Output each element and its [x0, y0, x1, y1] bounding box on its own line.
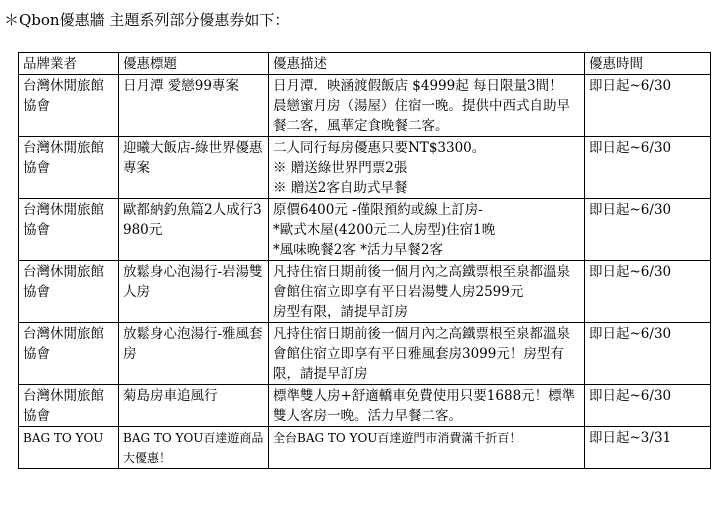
cell-title: 日月潭 愛戀99專案 — [119, 75, 269, 137]
table-row — [19, 261, 711, 323]
table-row — [19, 199, 711, 261]
page-heading: ＊Qbon優惠牆 主題系列部分優惠券如下： — [4, 11, 290, 29]
cell-period: 即日起~6/30 — [585, 323, 711, 385]
description-line: 二人同行每房優惠只要NT$3300。 — [273, 140, 486, 156]
table-row — [19, 323, 711, 385]
description-line: 標準雙人房+舒適轎車免費使用只要1688元！標準雙人客房一晚。活力早餐二客。 — [273, 388, 576, 424]
cell-description — [269, 323, 585, 385]
cell-description — [269, 385, 585, 427]
description-line: 晨戀蜜月房（湯屋）住宿一晚。提供中西式自助早餐二客，風華定食晚餐二客。 — [273, 98, 570, 134]
header-description: 優惠描述 — [269, 53, 585, 75]
description-line: *歐式木屋(4200元二人房型)住宿1晚 — [273, 222, 496, 238]
cell-period: 即日起~6/30 — [585, 199, 711, 261]
cell-period: 即日起~3/31 — [585, 427, 711, 469]
description-line: 原價6400元 -僅限預約或線上訂房- — [273, 202, 483, 218]
table-row — [19, 385, 711, 427]
cell-description — [269, 75, 585, 137]
cell-period: 即日起~6/30 — [585, 137, 711, 199]
description-line: 日月潭．映涵渡假飯店 $4999起 每日限量3間！ — [273, 78, 563, 94]
cell-brand: 台灣休閒旅館協會 — [19, 323, 119, 385]
cell-brand: 台灣休閒旅館協會 — [19, 137, 119, 199]
cell-title: BAG TO YOU百達遊商品大優惠！ — [119, 427, 269, 469]
cell-description — [269, 137, 585, 199]
cell-description — [269, 199, 585, 261]
table-header-row — [19, 53, 711, 75]
cell-description — [269, 261, 585, 323]
cell-brand: 台灣休閒旅館協會 — [19, 199, 119, 261]
description-line: 凡持住宿日期前後一個月內之高鐵票根至泉都溫泉會館住宿立即享有平日雅風套房3099元！房型有限，請提早訂房 — [273, 326, 570, 382]
cell-brand: BAG TO YOU — [19, 427, 119, 469]
header-title: 優惠標題 — [119, 53, 269, 75]
header-brand: 品牌業者 — [19, 53, 119, 75]
cell-period: 即日起~6/30 — [585, 385, 711, 427]
cell-title: 放鬆身心泡湯行-岩湯雙人房 — [119, 261, 269, 323]
promotions-table — [18, 52, 711, 469]
cell-description — [269, 427, 585, 469]
cell-title: 放鬆身心泡湯行-雅風套房 — [119, 323, 269, 385]
description-line: 房型有限，請提早訂房 — [273, 304, 408, 320]
description-line: 全台BAG TO YOU百達遊門市消費滿千折百！ — [273, 431, 522, 445]
header-period: 優惠時間 — [585, 53, 711, 75]
cell-period: 即日起~6/30 — [585, 261, 711, 323]
table-row — [19, 427, 711, 469]
description-line: *風味晚餐2客 *活力早餐2客 — [273, 242, 443, 258]
cell-brand: 台灣休閒旅館協會 — [19, 261, 119, 323]
cell-brand: 台灣休閒旅館協會 — [19, 75, 119, 137]
description-line: ※ 贈送2客自助式早餐 — [273, 180, 408, 196]
cell-brand: 台灣休閒旅館協會 — [19, 385, 119, 427]
table-row — [19, 75, 711, 137]
cell-title: 歐都納釣魚篇2人成行3980元 — [119, 199, 269, 261]
description-line: ※ 贈送綠世界門票2張 — [273, 160, 408, 176]
cell-title: 迎曦大飯店-綠世界優惠專案 — [119, 137, 269, 199]
table-row — [19, 137, 711, 199]
cell-period: 即日起~6/30 — [585, 75, 711, 137]
cell-title: 菊島房車追風行 — [119, 385, 269, 427]
description-line: 凡持住宿日期前後一個月內之高鐵票根至泉都溫泉會館住宿立即享有平日岩湯雙人房2599元 — [273, 264, 570, 300]
